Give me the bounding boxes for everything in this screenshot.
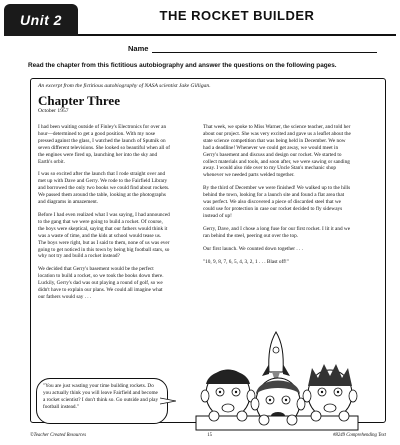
page-number: 15 bbox=[207, 433, 212, 438]
paragraph: I was so excited after the launch that I rode straight over and met up with Dave and Gerry. We rode to the Fairfield Library and borrowed the only two books we could find about rockets. We passed them around the table, looking at the photographs and diagrams in amazement. bbox=[38, 171, 170, 206]
name-row bbox=[128, 44, 377, 53]
unit-tab bbox=[4, 4, 78, 36]
page-title: THE ROCKET BUILDER bbox=[159, 8, 315, 23]
title-rule bbox=[78, 34, 396, 36]
speech-bubble bbox=[36, 378, 168, 424]
paragraph: Gerry, Dave, and I chose a long fuse for our first rocket. I lit it and we ran behind the steel, peering out over the top. bbox=[203, 225, 351, 239]
paragraph: By the third of December we were finished! We walked up to the hills behind the town, looking for a launch site and found a flat area that was perfect. We also discovered a piece of discarded steel that we could use for protection in case our rocket decided to fly sideways instead of up! bbox=[203, 185, 351, 219]
paragraph: I had been waiting outside of Finley's Electronics for over an hour—determined to get a good position. With my nose pressed against the glass, I watched the launch of Sputnik on seven different televisions. She looked so beautiful when all of the engines were fired up, launching her into the sky and Earth's orbit. bbox=[38, 124, 170, 165]
footer bbox=[30, 433, 386, 438]
boys-illustration bbox=[194, 328, 360, 432]
footer-book: #8249 Comprehending Text bbox=[333, 433, 386, 438]
rocket-icon bbox=[262, 332, 290, 384]
excerpt-note: An excerpt from the fictitious autobiography of NASA scientist Jake Gilligan. bbox=[38, 83, 211, 89]
right-column bbox=[203, 124, 353, 271]
name-line[interactable] bbox=[152, 44, 377, 53]
speech-bubble-text: "You are just wasting your time building rockets. Do you actually think you will leave Fairfield and become a rocket scientist? I don't think so. Go outside and play football instead." bbox=[43, 383, 159, 410]
name-label: Name bbox=[128, 44, 149, 53]
footer-publisher: ©Teacher Created Resources bbox=[30, 433, 87, 438]
paragraph: Our first launch. We counted down together . . . bbox=[203, 245, 303, 252]
speech-bubble-tail bbox=[160, 397, 176, 405]
paragraph: That week, we spoke to Miss Warner, the science teacher, and told her about our project. She was very excited and gave us a leaflet about the state science competition that was being held in December. We now had a deadline! Whenever we could get away, we would meet in Gerry's basement and discuss and design our rocket. We started to collect materials and tools, and soon after, we were sawing or sanding away. I would also ride over to my Uncle Stan's mechanic shop whenever we needed parts welded together. bbox=[203, 124, 351, 179]
chapter-date: October 1957 bbox=[38, 108, 69, 114]
chapter-title: Chapter Three bbox=[38, 93, 120, 108]
boy-right bbox=[303, 364, 357, 418]
instructions: Read the chapter from this fictitious autobiography and answer the questions on the following pages. bbox=[28, 62, 337, 69]
left-column bbox=[38, 124, 170, 307]
paragraph: We decided that Gerry's basement would be the perfect location to build a rocket, so we took the books down there. Luckily, Gerry's dad was out playing a round of golf, so we didn't have to explain our plans. We could all imagine what our fathers would say . . . bbox=[38, 266, 164, 300]
paragraph: Before I had even realized what I was saying, I had announced to the gang that we were going to build a rocket. Of course, the boys were skeptical, saying that our fathers would think it was a waste of time, and the kids at school would tease us. The boys were right, but as I said to them, none of us was ever going to get noticed in this town by being big football stars, so why not try and build a rocket instead? bbox=[38, 211, 170, 260]
paragraph: "10, 9, 8, 7, 6, 5, 4, 3, 2, 1 . . . Blast off!" bbox=[203, 258, 289, 265]
boy-left bbox=[201, 370, 255, 418]
unit-label: Unit 2 bbox=[20, 12, 62, 28]
